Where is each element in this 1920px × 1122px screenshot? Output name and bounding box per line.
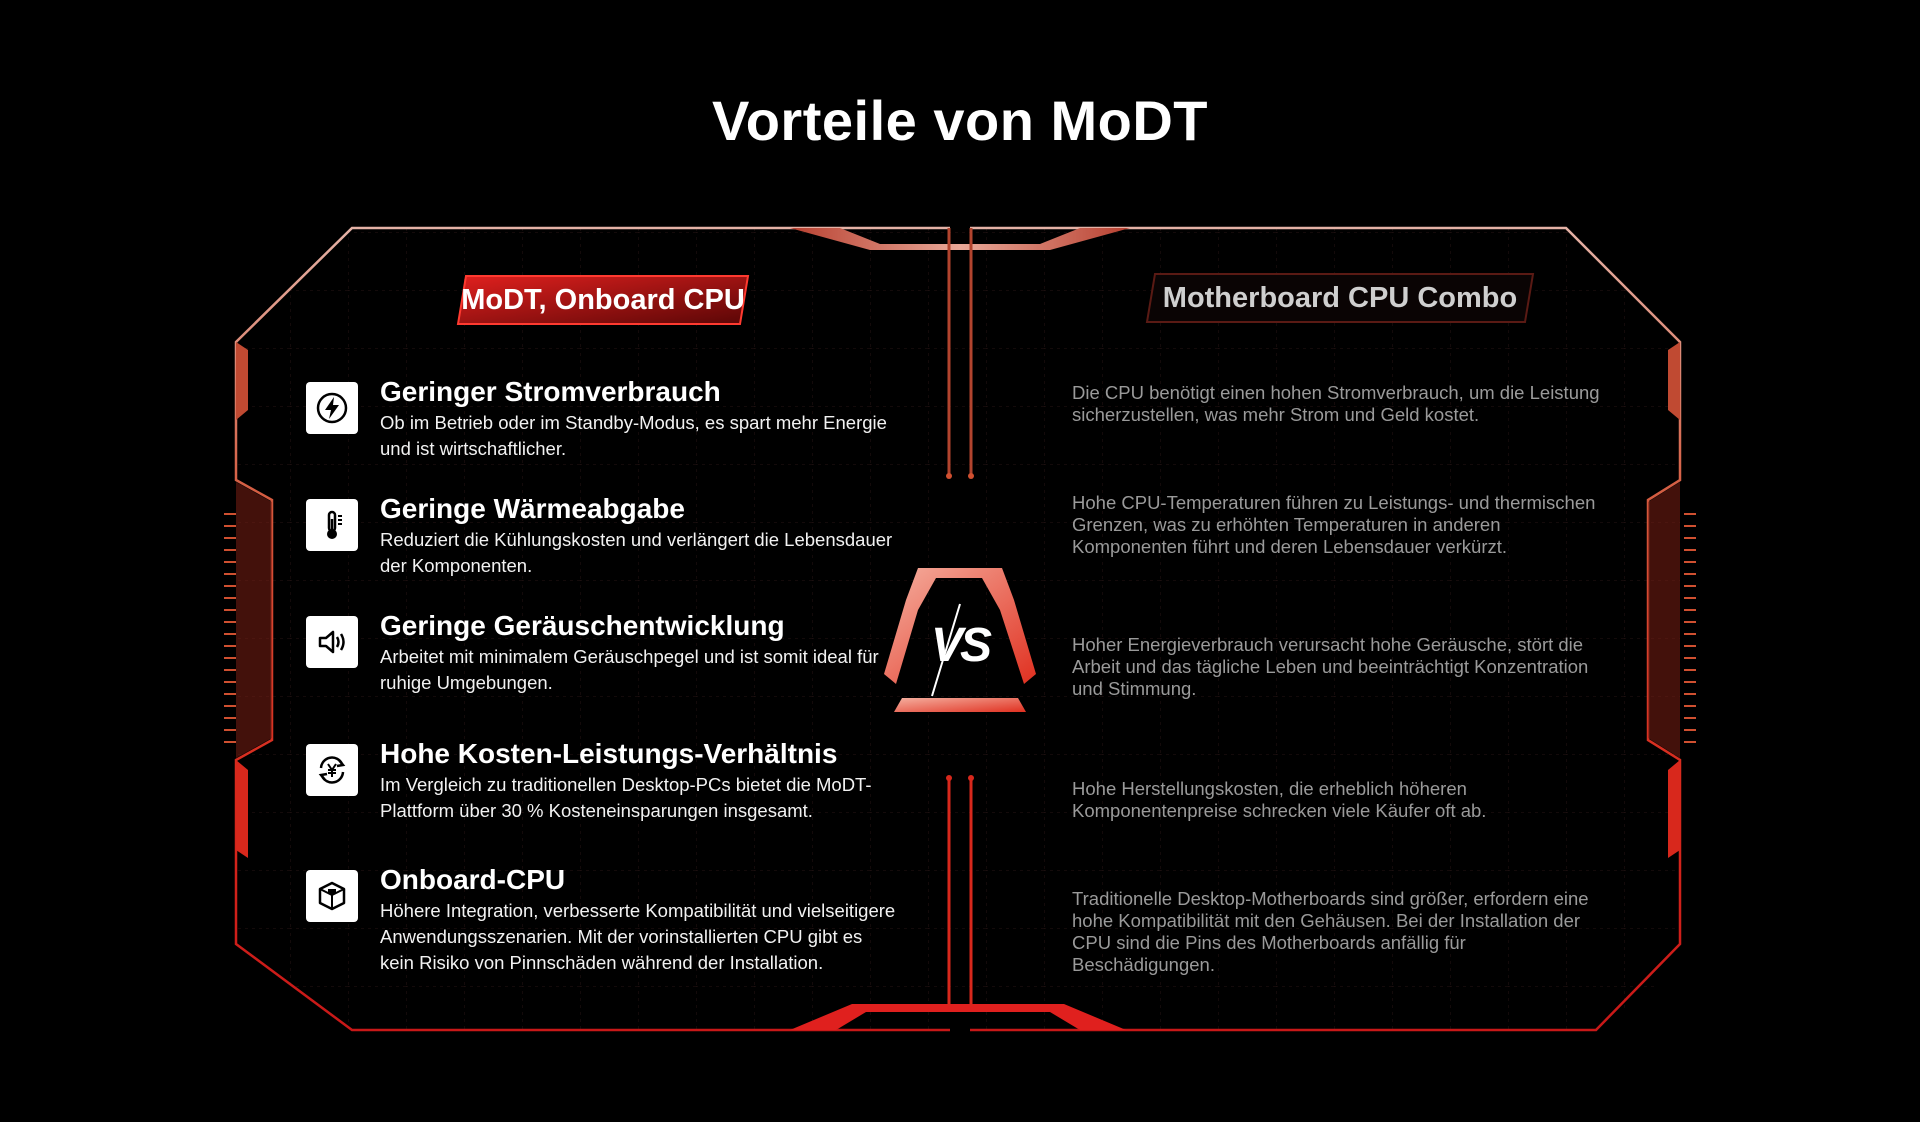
lightning-icon (306, 382, 358, 434)
feature-description: Arbeitet mit minimalem Geräuschpegel und ist somit ideal für ruhige Umgebungen. (380, 646, 879, 693)
feature-title: Hohe Kosten-Leistungs-Verhältnis (380, 738, 838, 769)
right-column-header-label: Motherboard CPU Combo (1162, 281, 1518, 314)
feature-title: Geringer Stromverbrauch (380, 376, 721, 407)
comparison-text: Traditionelle Desktop-Motherboards sind größer, erfordern eine hohe Kompatibilität mit den Gehäusen. Bei der Installation der CPU sind die Pins des Motherboards anfällig für Beschädigungen. (1072, 888, 1589, 975)
left-column-header (452, 272, 754, 328)
feature-title: Geringe Geräuschentwicklung (380, 610, 785, 641)
vs-label: VS (930, 619, 990, 672)
feature-description: Ob im Betrieb oder im Standby-Modus, es spart mehr Energie und ist wirtschaftlicher. (380, 412, 887, 459)
feature-description: Höhere Integration, verbesserte Kompatibilität und vielseitigere Anwendungsszenarien. Mit der vorinstallierten CPU gibt es kein Risiko von Pinnschäden während der Installation. (380, 900, 896, 973)
comparison-text: Hohe Herstellungskosten, die erheblich höheren Komponentenpreise schrecken viele Käufer oft ab. (1072, 778, 1487, 821)
left-column-header-label: MoDT, Onboard CPU (461, 283, 745, 316)
chip-cube-icon (306, 870, 358, 922)
feature-title: Geringe Wärmeabgabe (380, 493, 685, 524)
yen-cycle-icon (306, 744, 358, 796)
thermometer-icon (306, 499, 358, 551)
comparison-text: Die CPU benötigt einen hohen Stromverbrauch, um die Leistung sicherzustellen, was mehr Strom und Geld kostet. (1072, 382, 1600, 425)
speaker-icon (306, 616, 358, 668)
right-column-header (1143, 270, 1537, 326)
feature-description: Im Vergleich zu traditionellen Desktop-PCs bietet die MoDT-Plattform über 30 % Kosteneinsparungen insgesamt. (380, 774, 872, 821)
feature-description: Reduziert die Kühlungskosten und verlängert die Lebensdauer der Komponenten. (380, 529, 893, 576)
feature-title: Onboard-CPU (380, 864, 566, 895)
page-title: Vorteile von MoDT (712, 89, 1208, 152)
comparison-text: Hoher Energieverbrauch verursacht hohe Geräusche, stört die Arbeit und das tägliche Leben und beeinträchtigt Konzentration und Stimmung. (1072, 634, 1589, 699)
comparison-text: Hohe CPU-Temperaturen führen zu Leistungs- und thermischen Grenzen, was zu erhöhten Temperaturen in anderen Komponenten führt und deren Lebensdauer verkürzt. (1072, 492, 1596, 557)
